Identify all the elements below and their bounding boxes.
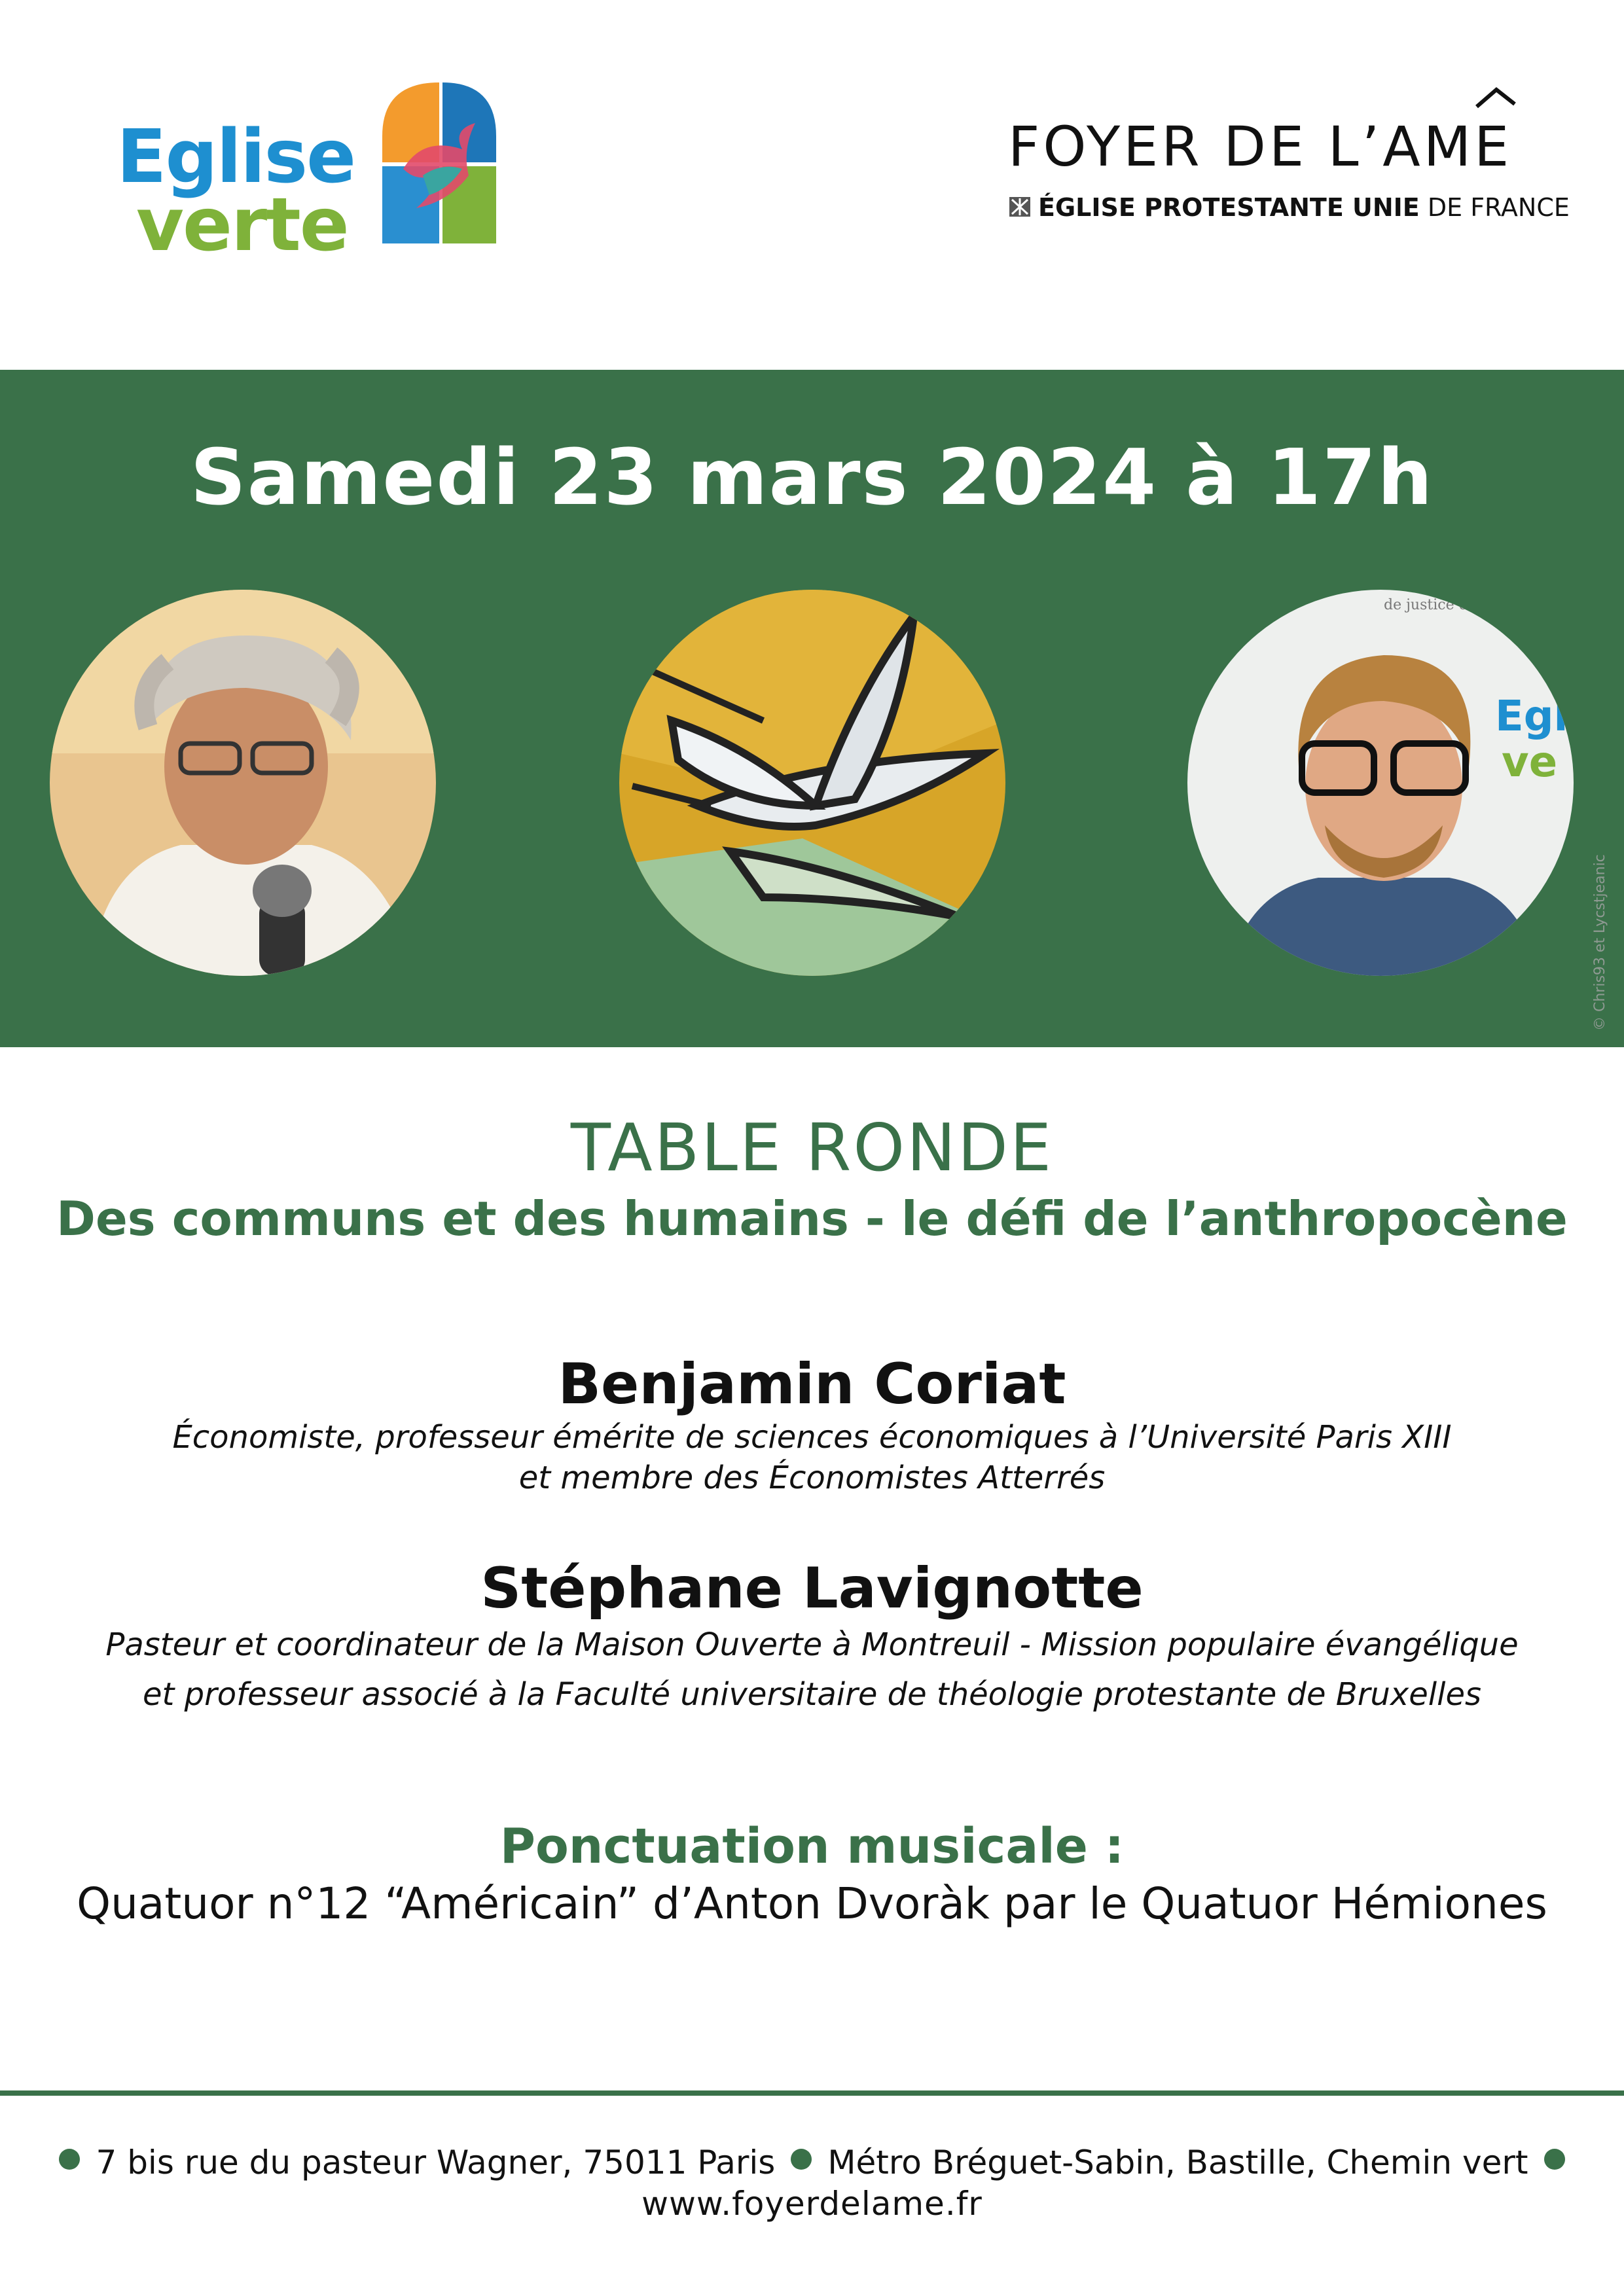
footer-divider bbox=[0, 2090, 1624, 2096]
eglise-verte-logo bbox=[117, 77, 509, 268]
svg-text:de justice et: de justice et bbox=[1384, 597, 1473, 613]
foyer-name: FOYER DE L’AME bbox=[1008, 115, 1513, 179]
epuf-tagline bbox=[1008, 193, 1570, 222]
speaker-role-1 bbox=[0, 1417, 1624, 1498]
portrait-coriat-image bbox=[50, 590, 436, 976]
stained-glass-dove-image bbox=[619, 590, 1005, 976]
foyer-de-lame-logo bbox=[1008, 82, 1570, 232]
event-title: Des communs et des humains - le défi de l’anthropocène bbox=[56, 1191, 1568, 1246]
speaker-name-1: Benjamin Coriat bbox=[558, 1352, 1066, 1417]
footer-address: 7 bis rue du pasteur Wagner, 75011 Paris bbox=[96, 2144, 776, 2181]
eglise-verte-wordmark bbox=[117, 115, 355, 268]
svg-text:Egl: Egl bbox=[1495, 692, 1568, 741]
speaker-role-1-line1: Économiste, professeur émérite de sciences économiques à l’Université Paris XIII bbox=[172, 1419, 1452, 1456]
circumflex-accent-icon bbox=[1473, 84, 1519, 111]
speaker-role-2-line2: et professeur associé à la Faculté universitaire de théologie protestante de Bruxelles bbox=[142, 1676, 1481, 1713]
portrait-lavignotte-image bbox=[1187, 590, 1574, 976]
music-heading: Ponctuation musicale : bbox=[499, 1818, 1125, 1874]
speaker-photo-lavignotte bbox=[1187, 590, 1574, 976]
epuf-regular: DE FRANCE bbox=[1419, 193, 1570, 222]
verte-word: verte bbox=[136, 183, 348, 268]
music-description: Quatuor n°12 “Américain” d’Anton Dvoràk par le Quatuor Hémiones bbox=[77, 1878, 1547, 1929]
bullet-dot-icon bbox=[1544, 2149, 1565, 2170]
bullet-dot-icon bbox=[59, 2149, 80, 2170]
hero-band bbox=[0, 370, 1624, 1047]
svg-text:ve: ve bbox=[1502, 738, 1558, 787]
stained-glass-dove-photo bbox=[619, 590, 1005, 976]
footer-info bbox=[0, 2144, 1624, 2181]
speaker-role-2-line1: Pasteur et coordinateur de la Maison Ouverte à Montreuil - Mission populaire évangélique bbox=[105, 1626, 1519, 1663]
speaker-photo-coriat bbox=[50, 590, 436, 976]
bullet-dot-icon bbox=[791, 2149, 812, 2170]
speaker-name-2: Stéphane Lavignotte bbox=[480, 1556, 1144, 1621]
speaker-role-2 bbox=[0, 1620, 1624, 1719]
epuf-bold: ÉGLISE PROTESTANTE UNIE bbox=[1038, 193, 1420, 222]
event-kind: TABLE RONDE bbox=[570, 1109, 1054, 1186]
speaker-role-1-line2: et membre des Économistes Atterrés bbox=[518, 1460, 1106, 1496]
photo-credit: © Chris93 et Lycstjeanic bbox=[1592, 854, 1608, 1031]
website-link[interactable]: www.foyerdelame.fr bbox=[641, 2185, 983, 2223]
eglise-verte-bird-window-icon bbox=[377, 77, 501, 249]
eglise-word: Eglise bbox=[117, 115, 355, 200]
epuf-cross-icon bbox=[1008, 196, 1032, 218]
event-date: Samedi 23 mars 2024 à 17h bbox=[190, 432, 1434, 522]
footer-metro: Métro Bréguet-Sabin, Bastille, Chemin vert bbox=[827, 2144, 1528, 2181]
